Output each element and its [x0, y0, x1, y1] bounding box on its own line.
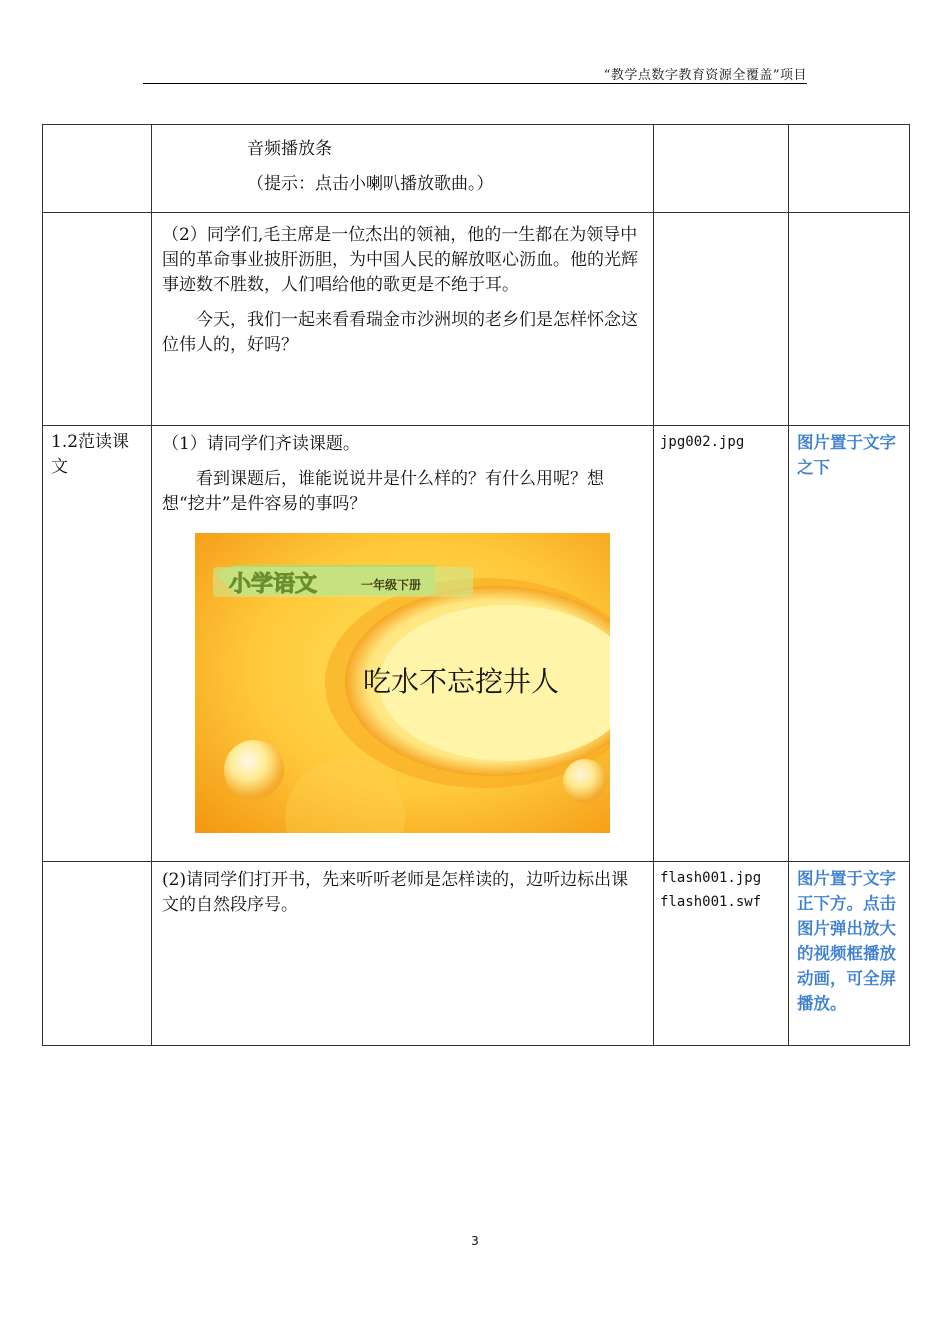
- paragraph: （2）同学们,毛主席是一位杰出的领袖，他的一生都在为领导中国的革命事业披肝沥胆，为中国人民的解放呕心沥血。他的光辉事迹数不胜数，人们唱给他的歌更是不绝于耳。: [162, 225, 638, 295]
- lesson-title-image: [195, 533, 610, 833]
- table-row: [43, 125, 910, 213]
- table-row: [43, 426, 910, 862]
- image-grade-text: 一年级下册: [361, 578, 422, 592]
- file-cell: [654, 862, 789, 1046]
- paragraph: 看到课题后，谁能说说井是什么样的？有什么用呢？想想“挖井”是件容易的事吗？: [162, 469, 604, 514]
- layout-note: 图片置于文字之下: [797, 433, 896, 477]
- note-cell: [789, 125, 910, 213]
- audio-bar-label: 音频播放条: [247, 139, 332, 159]
- note-cell: [789, 213, 910, 426]
- file-name: flash001.jpg: [660, 870, 762, 886]
- file-name: jpg002.jpg: [660, 434, 745, 450]
- content-cell: [152, 125, 654, 213]
- note-cell: [789, 426, 910, 862]
- note-cell: [789, 862, 910, 1046]
- page-number: 3: [471, 1234, 479, 1248]
- step-label: 1.2范读课文: [51, 432, 130, 477]
- file-cell: [654, 125, 789, 213]
- table-row: [43, 213, 910, 426]
- header-project-title: “教学点数字教育资源全覆盖”项目: [603, 68, 807, 83]
- file-name: flash001.swf: [660, 894, 762, 910]
- audio-hint: （提示：点击小喇叭播放歌曲。）: [247, 174, 494, 194]
- content-cell: [152, 213, 654, 426]
- lesson-table: [42, 124, 910, 1046]
- table-row: [43, 862, 910, 1046]
- content-cell: [152, 862, 654, 1046]
- image-title-text: 吃水不忘挖井人: [363, 665, 560, 698]
- file-cell: [654, 213, 789, 426]
- content-cell: [152, 426, 654, 862]
- paragraph: (2)请同学们打开书，先来听听老师是怎样读的，边听边标出课文的自然段序号。: [162, 870, 629, 915]
- paragraph: （1）请同学们齐读课题。: [162, 434, 360, 454]
- header-divider: [143, 83, 807, 84]
- layout-note: 图片置于文字正下方。点击图片弹出放大的视频框播放动画，可全屏播放。: [797, 869, 896, 1013]
- step-label-cell: [43, 426, 152, 862]
- step-label-cell: [43, 862, 152, 1046]
- step-label-cell: [43, 213, 152, 426]
- image-banner-text: 小学语文: [229, 572, 318, 597]
- file-cell: [654, 426, 789, 862]
- step-label-cell: [43, 125, 152, 213]
- paragraph: 今天，我们一起来看看瑞金市沙洲坝的老乡们是怎样怀念这位伟人的，好吗？: [162, 310, 638, 355]
